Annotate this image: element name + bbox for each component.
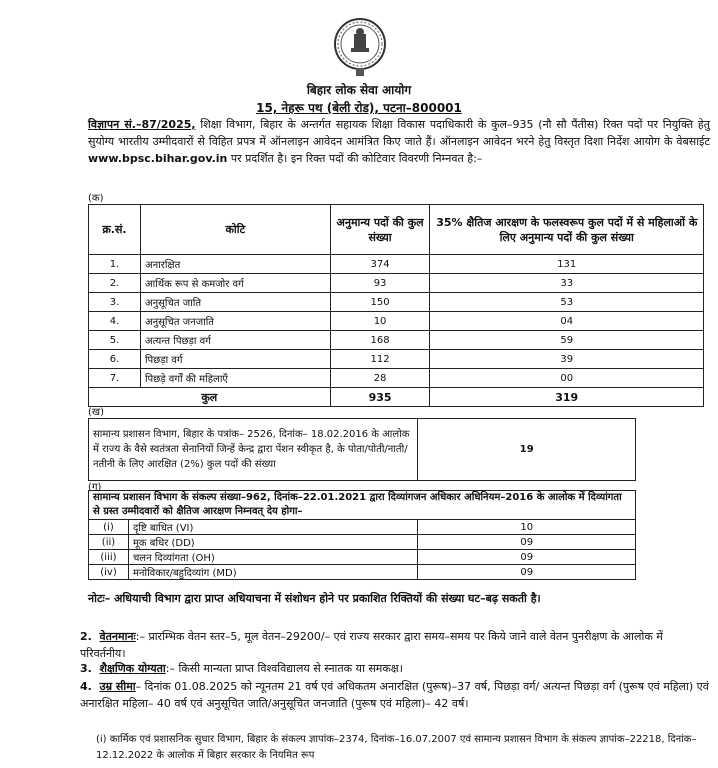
freedom-fighter-count: 19 xyxy=(418,419,636,481)
cell-serial: 5. xyxy=(89,331,141,350)
note-text: नोटः– अधियाची विभाग द्वारा प्राप्त अधियाचना में संशोधन होने पर प्रकाशित रिक्तियों की संख्या घट–बढ़ सकती है। xyxy=(88,592,541,605)
table-row xyxy=(89,369,704,388)
cell-total: 10 xyxy=(330,312,430,331)
cell-women: 59 xyxy=(430,331,704,350)
intro-text-1: शिक्षा विभाग, बिहार के अन्तर्गत सहायक शिक्षा विकास पदाधिकारी के कुल–935 (नौ सौ पैंतीस) रिक्त पदों पर नियुक्ति हेतु सुयोग्य भारतीय उम्मीदवारों से विहित प्रपत्र में ऑनलाइन आवेदन आमंत्रित किए जाते हैं। ऑनलाइन आवेदन भरने हेतु विस्तृत दिशा निर्देश आयोग के वेबसाईट xyxy=(88,118,711,148)
section-kha-label: (ख) xyxy=(88,407,104,418)
item-qualification xyxy=(80,660,710,677)
age-sub-item: (i) कार्मिक एवं प्रशासनिक सुधार विभाग, बिहार के संकल्प ज्ञापांक–2374, दिनांक–16.07.2007 एवं सामान्य प्रशासन विभाग के संकल्प ज्ञापांक–22218, दिनांक–12.12.2022 के आलोक में बिहार सरकार के नियमित रूप xyxy=(96,734,697,761)
cell-serial: (iv) xyxy=(89,565,129,580)
intro-text-2: पर प्रदर्शित है। इन रिक्त पदों की कोटिवार विवरणी निम्नवत है:– xyxy=(230,152,483,165)
cell-total: 168 xyxy=(330,331,430,350)
cell-total: 150 xyxy=(330,293,430,312)
table-row xyxy=(89,350,704,369)
table-row xyxy=(89,312,704,331)
disability-heading: सामान्य प्रशासन विभाग के संकल्प संख्या–962, दिनांक–22.01.2021 द्वारा दिव्यांगजन अधिकार अधिनियम–2016 के आलोक में दिव्यांगता से ग्रस्त उम्मीदवारों को क्षैतिज आरक्षण निम्नवत् देय होगा– xyxy=(89,491,636,520)
total-women: 319 xyxy=(430,388,704,407)
table-header-total-posts: अनुमान्य पदों की कुल संख्या xyxy=(330,205,430,255)
table-header-women-posts: 35% क्षैतिज आरक्षण के फलस्वरूप कुल पदों में से महिलाओं के लिए अनुमान्य पदों की कुल संख्या xyxy=(430,205,704,255)
freedom-fighter-text: सामान्य प्रशासन विभाग, बिहार के पत्रांक– 2526, दिनांक– 18.02.2016 के आलोक में राज्य के वैसे स्वतंत्रता सेनानियों जिन्हें केन्द्र द्वारा पेंशन स्वीकृत है, के पोता/पोती/नाती/ नतीनी के लिए आरक्षित (2%) कुल पदों की संख्या xyxy=(89,419,418,481)
cell-total: 112 xyxy=(330,350,430,369)
cell-category: अनारक्षित xyxy=(140,255,330,274)
cell-women: 131 xyxy=(430,255,704,274)
disability-table xyxy=(88,490,636,580)
cell-category: पिछड़े वर्गों की महिलाएँ xyxy=(140,369,330,388)
cell-serial: (i) xyxy=(89,520,129,535)
cell-category: अनुसूचित जाति xyxy=(140,293,330,312)
org-name: बिहार लोक सेवा आयोग xyxy=(306,83,412,97)
section-ga-label: (ग) xyxy=(88,482,102,493)
table-row xyxy=(89,274,704,293)
table-header-serial: क्र.सं. xyxy=(89,205,141,255)
cell-total: 374 xyxy=(330,255,430,274)
table-row xyxy=(89,565,636,580)
cell-category: अनुसूचित जनजाति xyxy=(140,312,330,331)
table-row xyxy=(89,331,704,350)
item-label: शैक्षणिक योग्यता xyxy=(99,662,166,675)
website-link[interactable]: www.bpsc.bihar.gov.in xyxy=(88,152,228,165)
cell-total: 93 xyxy=(330,274,430,293)
table-row xyxy=(89,255,704,274)
vacancy-table xyxy=(88,204,704,407)
org-address: 15, नेहरू पथ (बेली रोड), पटना–800001 xyxy=(256,101,462,115)
intro-paragraph xyxy=(88,116,710,167)
cell-category: अत्यन्त पिछड़ा वर्ग xyxy=(140,331,330,350)
cell-category: आर्थिक रूप से कमजोर वर्ग xyxy=(140,274,330,293)
cell-women: 39 xyxy=(430,350,704,369)
cell-category: मनोविकार/बहुदिव्यांग (MD) xyxy=(128,565,417,580)
section-ka-label: (क) xyxy=(88,193,104,204)
table-header-category: कोटि xyxy=(140,205,330,255)
item-age-limit xyxy=(80,678,710,712)
cell-category: दृष्टि बाधित (VI) xyxy=(128,520,417,535)
cell-category: पिछड़ा वर्ग xyxy=(140,350,330,369)
item-text: :– किसी मान्यता प्राप्त विश्वविद्यालय से स्नातक या समकक्ष। xyxy=(165,662,403,675)
total-label: कुल xyxy=(89,388,331,407)
cell-serial: (iii) xyxy=(89,550,129,565)
cell-count: 09 xyxy=(418,550,636,565)
item-text: – दिनांक 01.08.2025 को न्यूनतम 21 वर्ष एवं अधिकतम अनारक्षित (पुरूष)–37 वर्ष, पिछड़ा वर्ग/ अत्यन्त पिछड़ा वर्ग (पुरूष एवं महिला) एवं अनारक्षित महिला– 40 वर्ष एवं अनुसूचित जाति/अनुसूचित जनजाति (पुरूष एवं महिला)– 42 वर्ष। xyxy=(80,680,709,710)
cell-serial: 4. xyxy=(89,312,141,331)
cell-women: 00 xyxy=(430,369,704,388)
cell-serial: 2. xyxy=(89,274,141,293)
table-row xyxy=(89,293,704,312)
cell-serial: 6. xyxy=(89,350,141,369)
item-number: 3. xyxy=(80,662,92,675)
cell-category: मूक बधिर (DD) xyxy=(128,535,417,550)
freedom-fighter-table xyxy=(88,418,636,481)
cell-category: चलन दिव्यांगता (OH) xyxy=(128,550,417,565)
cell-serial: 1. xyxy=(89,255,141,274)
table-row xyxy=(89,550,636,565)
cell-serial: 3. xyxy=(89,293,141,312)
bpsc-emblem xyxy=(333,16,387,78)
table-total-row xyxy=(89,388,704,407)
cell-total: 28 xyxy=(330,369,430,388)
item-text: :– प्रारम्भिक वेतन स्तर–5, मूल वेतन–29200/– एवं राज्य सरकार द्वारा समय–समय पर किये जाने वाले वेतन पुनरीक्षण के आलोक में परिवर्तनीय। xyxy=(80,630,663,660)
cell-serial: (ii) xyxy=(89,535,129,550)
item-pay-scale xyxy=(80,628,710,662)
cell-count: 10 xyxy=(418,520,636,535)
cell-count: 09 xyxy=(418,565,636,580)
cell-serial: 7. xyxy=(89,369,141,388)
cell-women: 04 xyxy=(430,312,704,331)
total-posts: 935 xyxy=(330,388,430,407)
table-row xyxy=(89,520,636,535)
item-number: 4. xyxy=(80,680,92,693)
cell-women: 33 xyxy=(430,274,704,293)
item-label: उम्र सीमा xyxy=(99,680,136,693)
item-number: 2. xyxy=(80,630,92,643)
advertisement-number: विज्ञापन सं.–87/2025, xyxy=(88,118,196,131)
table-row xyxy=(89,535,636,550)
cell-women: 53 xyxy=(430,293,704,312)
cell-count: 09 xyxy=(418,535,636,550)
item-label: वेतनमानः xyxy=(99,630,136,643)
